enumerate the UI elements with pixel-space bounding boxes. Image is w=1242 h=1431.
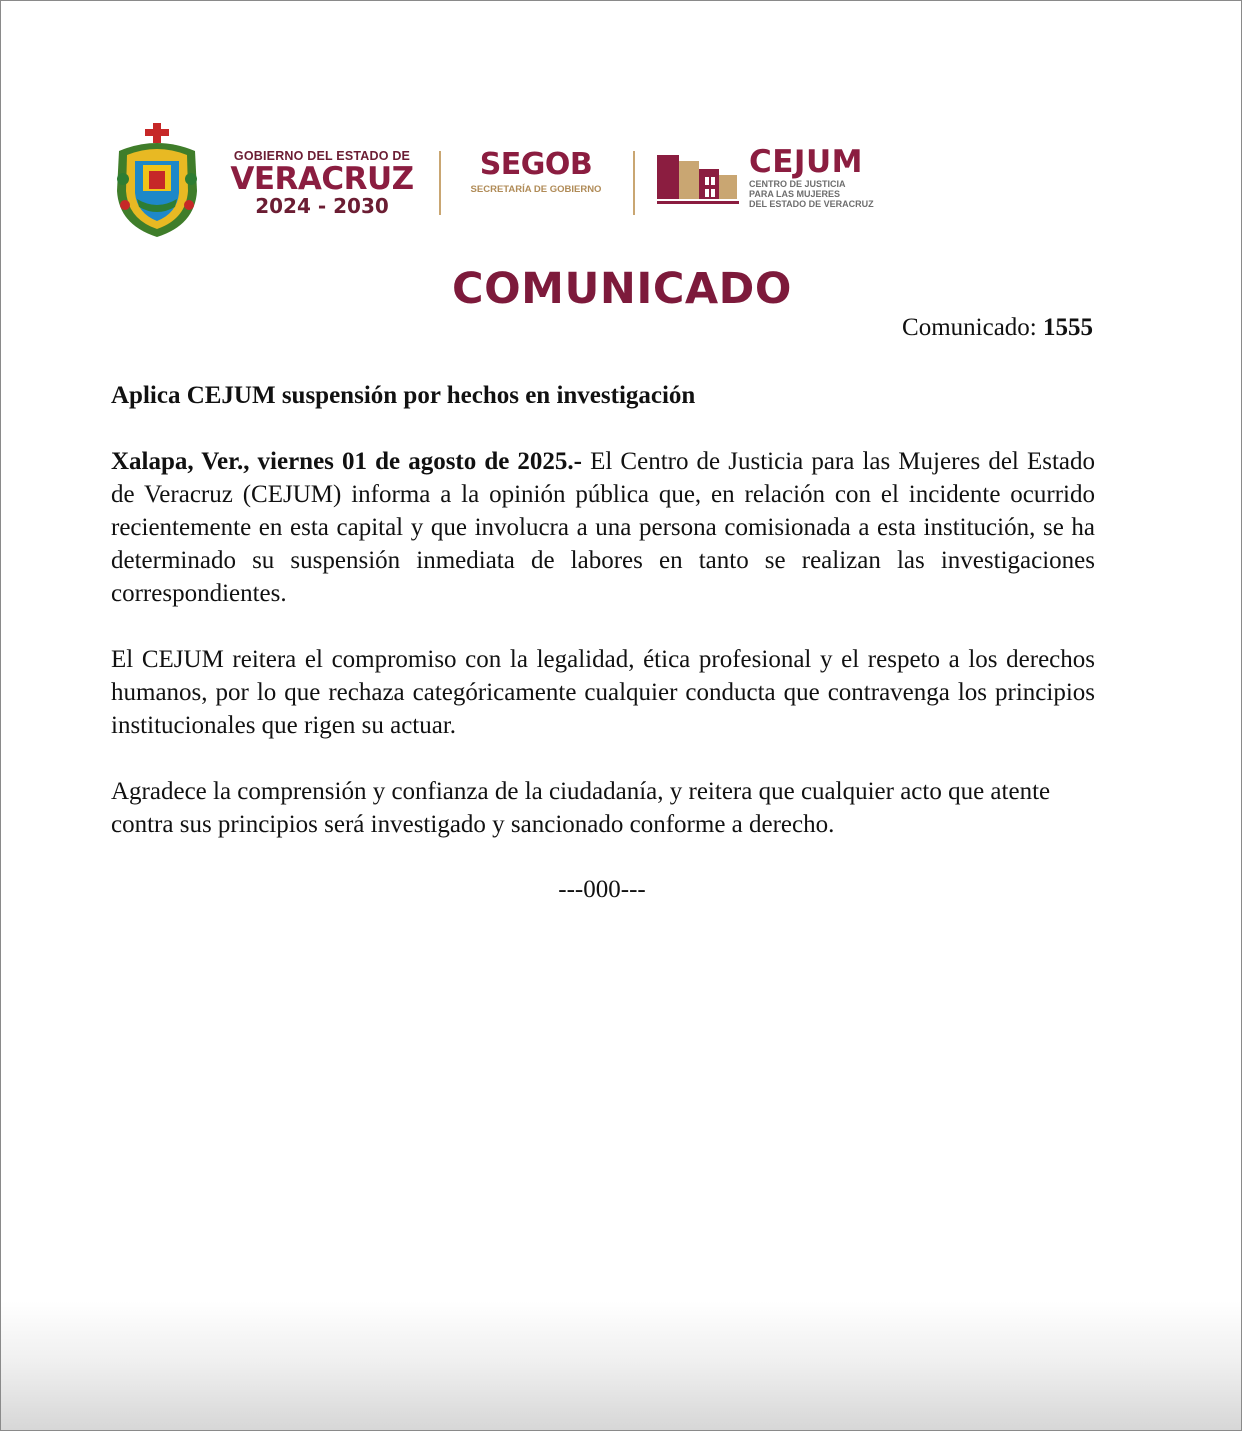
paragraph-3: Agradece la comprensión y confianza de la ciudadanía, y reitera que cualquier acto que atente contra sus principios será investigado y sancionado conforme a derecho.	[111, 778, 1051, 838]
header-logos	[109, 119, 909, 244]
communique-number-value: 1555	[1043, 314, 1093, 341]
paragraph-1-body: El Centro de Justicia para las Mujeres del Estado de Veracruz (CEJUM) informa a la opinión pública que, en relación con el incidente ocurrido recientemente en esta capital y que involucra a una persona comisionada a esta institución, se ha determinado su suspensión inmediata de labores en tanto se realizan las investigaciones correspondientes.	[111, 448, 1095, 607]
page-title: COMUNICADO	[452, 264, 792, 314]
cejum-sub3: DEL ESTADO DE VERACRUZ	[749, 199, 874, 209]
cejum-name: CEJUM	[749, 144, 863, 180]
headline: Aplica CEJUM suspensión por hechos en investigación	[111, 382, 696, 409]
cejum-building-icon	[657, 151, 739, 205]
segob-subtitle: SECRETARÍA DE GOBIERNO	[470, 184, 602, 195]
gov-line1: GOBIERNO DEL ESTADO DE	[233, 149, 411, 163]
paragraph-1	[111, 445, 1095, 610]
cejum-sub1: CENTRO DE JUSTICIA	[749, 179, 846, 189]
cejum-logo	[749, 145, 949, 209]
logo-divider	[633, 151, 635, 215]
communique-number-label: Comunicado:	[902, 314, 1037, 341]
segob-name: SEGOB	[479, 147, 593, 182]
logo-divider	[439, 151, 441, 215]
gov-years: 2024 - 2030	[255, 194, 389, 218]
gobierno-veracruz-logo	[227, 149, 417, 217]
veracruz-coat-of-arms-icon	[109, 121, 205, 241]
segob-logo	[461, 149, 611, 195]
closing-mark: ---000---	[558, 876, 646, 903]
communique-number	[902, 311, 1093, 345]
cejum-sub2: PARA LAS MUJERES	[749, 189, 841, 199]
paragraph-2: El CEJUM reitera el compromiso con la legalidad, ética profesional y el respeto a los derechos humanos, por lo que rechaza categóricamente cualquier conducta que contravenga los principios institucionales que rigen su actuar.	[111, 646, 1095, 739]
dateline: Xalapa, Ver., viernes 01 de agosto de 2025.-	[111, 448, 583, 475]
gov-line2: VERACRUZ	[230, 161, 414, 197]
